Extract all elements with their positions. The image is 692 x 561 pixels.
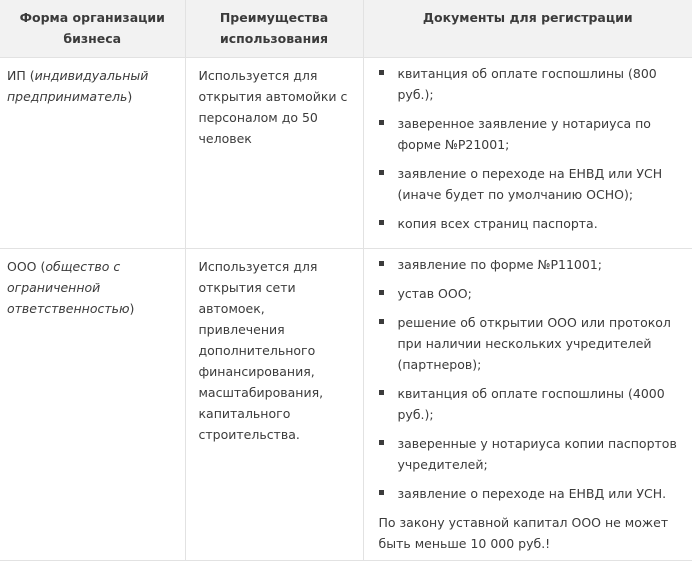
bullet-icon bbox=[379, 290, 384, 295]
document-text: заверенное заявление у нотариуса по форме №Р21001; bbox=[397, 116, 651, 152]
documents-cell bbox=[363, 249, 692, 561]
bullet-icon bbox=[379, 261, 384, 266]
business-form-cell: ИП (индивидуальный предприниматель) bbox=[0, 58, 185, 249]
table-row-ip bbox=[0, 58, 692, 249]
documents-list bbox=[379, 254, 685, 504]
list-item bbox=[379, 254, 685, 275]
bullet-icon bbox=[379, 120, 384, 125]
bullet-icon bbox=[379, 440, 384, 445]
list-item bbox=[379, 113, 685, 155]
bullet-icon bbox=[379, 390, 384, 395]
header-documents: Документы для регистрации bbox=[363, 0, 692, 58]
header-advantages: Преимущества использования bbox=[185, 0, 363, 58]
document-text: квитанция об оплате госпошлины (800 руб.); bbox=[397, 66, 657, 102]
bullet-icon bbox=[379, 319, 384, 324]
list-item bbox=[379, 483, 685, 504]
advantage-cell: Используется для открытия автомойки с персоналом до 50 человек bbox=[185, 58, 363, 249]
advantage-cell: Используется для открытия сети автомоек, привлечения дополнительного финансирования, масштабирования, капитального строительства. bbox=[185, 249, 363, 561]
list-item bbox=[379, 63, 685, 105]
header-row bbox=[0, 0, 692, 58]
list-item bbox=[379, 312, 685, 375]
documents-list bbox=[379, 63, 685, 234]
business-form-abbr: ИП bbox=[7, 68, 26, 83]
bullet-icon bbox=[379, 220, 384, 225]
list-item bbox=[379, 213, 685, 234]
document-text: устав ООО; bbox=[397, 286, 472, 301]
documents-cell bbox=[363, 58, 692, 249]
header-business-form: Форма организации бизнеса bbox=[0, 0, 185, 58]
list-item bbox=[379, 163, 685, 205]
list-item bbox=[379, 433, 685, 475]
business-form-explanation: общество с ограниченной ответственностью bbox=[7, 259, 130, 316]
document-text: копия всех страниц паспорта. bbox=[397, 216, 598, 231]
document-text: заявление по форме №Р11001; bbox=[397, 257, 603, 272]
business-form-explanation: индивидуальный предприниматель bbox=[7, 68, 149, 104]
document-text: решение об открытии ООО или протокол при наличии нескольких учредителей (партнеров); bbox=[397, 315, 671, 372]
list-item bbox=[379, 383, 685, 425]
table-row-ooo bbox=[0, 249, 692, 561]
business-form-abbr: ООО bbox=[7, 259, 37, 274]
business-form-cell: ООО (общество с ограниченной ответственностью) bbox=[0, 249, 185, 561]
list-item bbox=[379, 283, 685, 304]
document-text: заявление о переходе на ЕНВД или УСН (иначе будет по умолчанию ОСНО); bbox=[397, 166, 663, 202]
document-text: заявление о переходе на ЕНВД или УСН. bbox=[397, 486, 667, 501]
capital-note: По закону уставной капитал ООО не может быть меньше 10 000 руб.! bbox=[378, 515, 669, 551]
document-text: квитанция об оплате госпошлины (4000 руб.); bbox=[397, 386, 665, 422]
bullet-icon bbox=[379, 70, 384, 75]
bullet-icon bbox=[379, 490, 384, 495]
document-text: заверенные у нотариуса копии паспортов учредителей; bbox=[397, 436, 677, 472]
bullet-icon bbox=[379, 170, 384, 175]
